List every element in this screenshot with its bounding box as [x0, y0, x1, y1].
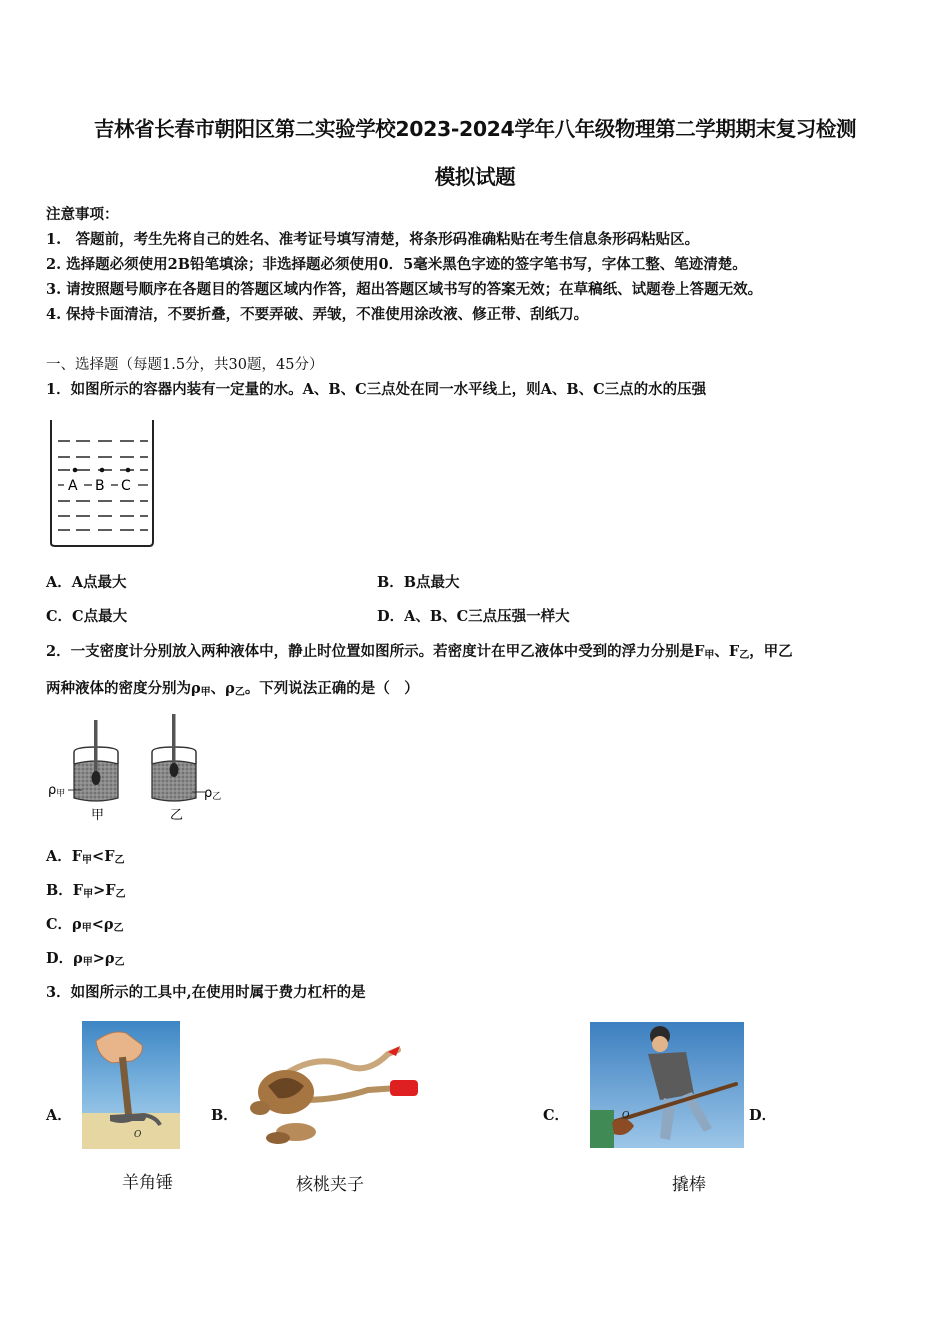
q1-option-c: C．C点最大	[46, 608, 128, 625]
q2-option-b: B．$F_甲>F_乙$	[46, 882, 126, 900]
q1-stem: 1．如图所示的容器内装有一定量的水。A、B、C三点处在同一水平线上，则A、B、C三点的水的压强	[46, 381, 707, 398]
q3-label-c: C．	[543, 1107, 570, 1124]
caption-crowbar: 撬棒	[672, 1175, 706, 1195]
q1-container-figure	[46, 415, 158, 550]
fulcrum-label-a: O	[134, 1130, 142, 1140]
q2-stem-line1: 2．一支密度计分别放入两种液体中，静止时位置如图所示。若密度计在甲乙液体中受到的浮力分别是$F_甲$、$F_乙$，甲乙	[46, 643, 793, 661]
q1-option-d: D．A、B、C三点压强一样大	[377, 608, 570, 625]
rho-right-label: ρ	[204, 786, 213, 801]
beaker-jia-caption: 甲	[91, 808, 105, 823]
nutcracker-image	[238, 1040, 423, 1150]
svg-text:ρ甲: ρ甲	[48, 783, 66, 799]
svg-text:ρ乙: ρ乙	[204, 786, 222, 802]
notice-item-1: 1. 答题前，考生先将自己的姓名、准考证号填写清楚，将条形码准确粘贴在考生信息条形码粘贴区。	[46, 231, 700, 248]
notice-item-3: 3. 请按照题号顺序在各题目的答题区域内作答，超出答题区域书写的答案无效；在草稿纸、试题卷上答题无效。	[46, 281, 763, 298]
page-title-line2: 模拟试题	[434, 165, 516, 189]
point-b-label: B	[95, 478, 105, 494]
q3-label-b: B．	[211, 1107, 238, 1124]
q3-stem: 3．如图所示的工具中,在使用时属于费力杠杆的是	[46, 984, 366, 1001]
notice-heading: 注意事项：	[46, 206, 119, 223]
q2-stem-line2: 两种液体的密度分别为$\rho_甲$、$\rho_乙$。下列说法正确的是（ ）	[46, 680, 419, 698]
crowbar-image	[590, 1022, 744, 1148]
claw-hammer-image	[82, 1021, 180, 1149]
notice-item-2: 2. 选择题必须使用2B铅笔填涂；非选择题必须使用0．5毫米黑色字迹的签字笔书写，字体工整、笔迹清楚。	[46, 256, 747, 273]
q1-option-b: B．B点最大	[377, 574, 460, 591]
q2-option-c: C．$\rho_甲<\rho_乙$	[46, 916, 124, 934]
caption-claw-hammer: 羊角锤	[122, 1173, 173, 1193]
q3-label-a: A．	[46, 1107, 72, 1124]
fulcrum-label-c: O	[622, 1111, 630, 1121]
point-a-label: A	[68, 478, 78, 494]
page-title: 吉林省长春市朝阳区第二实验学校2023-2024学年八年级物理第二学期期末复习检测	[93, 117, 857, 141]
section-heading: 一、选择题（每题1.5分，共30题，45分）	[46, 357, 324, 373]
rho-left-label: ρ	[48, 783, 57, 798]
q2-option-d: D．$\rho_甲>\rho_乙$	[46, 950, 125, 968]
q3-label-d: D．	[749, 1107, 777, 1124]
beaker-yi-caption: 乙	[170, 808, 184, 823]
q2-hydrometer-figure	[46, 712, 231, 827]
q1-option-a: A．A点最大	[46, 574, 127, 591]
caption-nutcracker: 核桃夹子	[296, 1175, 364, 1195]
q2-option-a: A．$F_甲<F_乙$	[46, 848, 125, 866]
point-c-label: C	[121, 478, 131, 494]
notice-item-4: 4. 保持卡面清洁，不要折叠，不要弄破、弄皱，不准使用涂改液、修正带、刮纸刀。	[46, 306, 589, 323]
